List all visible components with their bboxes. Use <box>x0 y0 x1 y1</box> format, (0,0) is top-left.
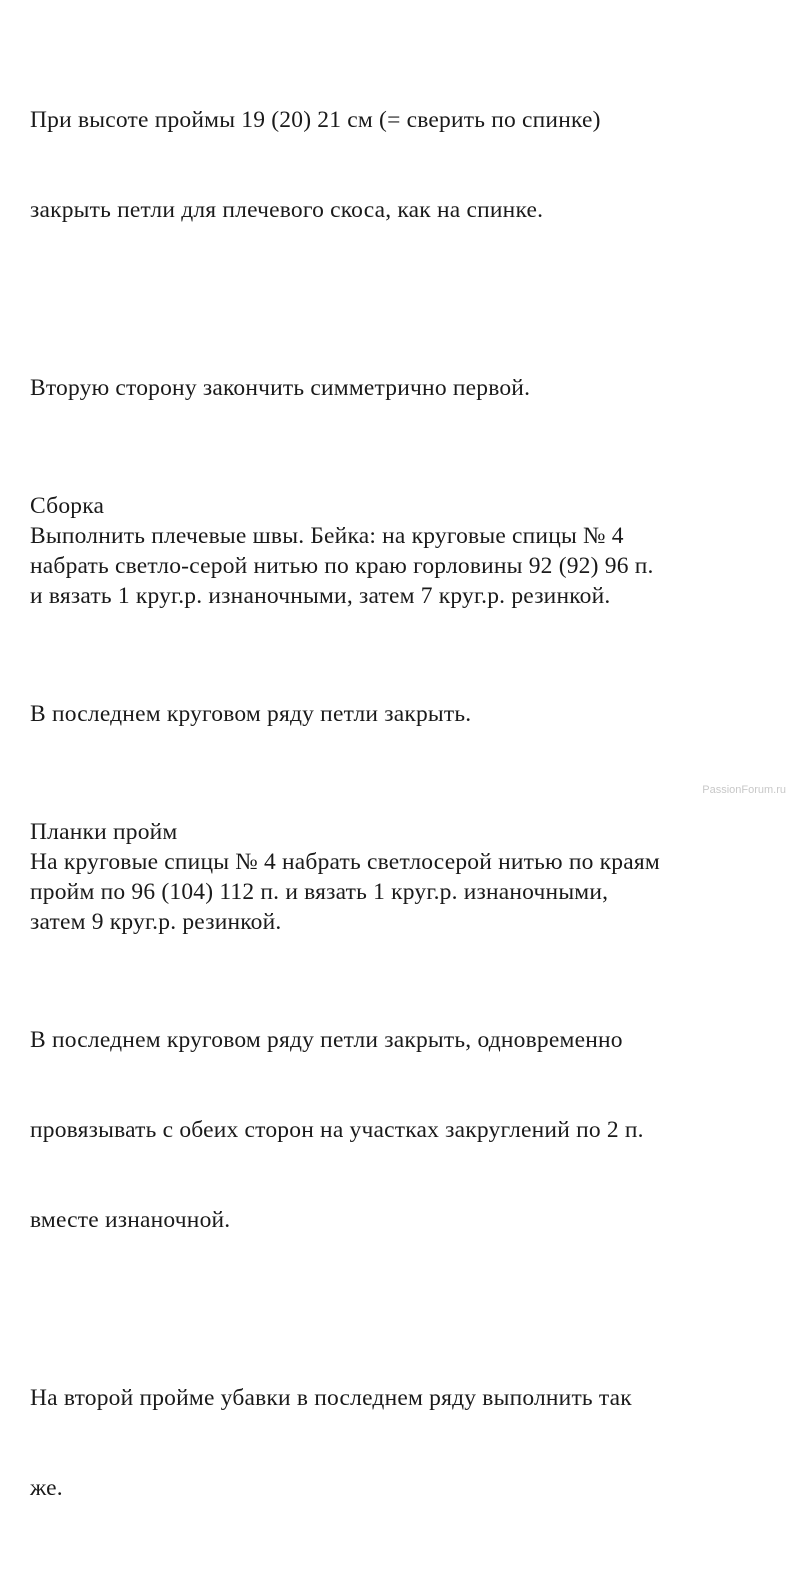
text-line: закрыть петли для плечевого скоса, как на спинке. <box>30 197 544 223</box>
text-line: вместе изнаночной. <box>30 1207 231 1233</box>
paragraph-shoulder-bevel <box>30 45 790 285</box>
text-line: Вторую сторону закончить симметрично первой. <box>30 375 531 401</box>
text-line: На второй пройме убавки в последнем ряду выполнить так <box>30 1385 632 1411</box>
text-line: же. <box>30 1475 63 1501</box>
text-line: набрать светло-серой нитью по краю горловины 92 (92) 96 п. <box>30 553 654 579</box>
paragraph-second-side <box>30 313 790 463</box>
text-line: пройм по 96 (104) 112 п. и вязать 1 круг.р. изнаночными, <box>30 879 609 905</box>
section-heading-assembly: Сборка <box>30 493 105 519</box>
paragraph-second-armhole <box>30 1323 790 1563</box>
text-line: В последнем круговом ряду петли закрыть. <box>30 701 472 727</box>
section-armhole-bands <box>30 817 790 937</box>
paragraph-bind-off-rounding <box>30 965 790 1295</box>
section-assembly <box>30 491 790 611</box>
paragraph-bind-off <box>30 639 790 789</box>
section-body-armhole-bands <box>30 847 790 937</box>
text-line: В последнем круговом ряду петли закрыть, одновременно <box>30 1027 623 1053</box>
section-body-assembly <box>30 521 790 611</box>
text-line: Выполнить плечевые швы. Бейка: на круговые спицы № 4 <box>30 523 624 549</box>
section-heading-armhole-bands: Планки пройм <box>30 819 178 845</box>
text-line: и вязать 1 круг.р. изнаночными, затем 7 круг.р. резинкой. <box>30 583 611 609</box>
document-page <box>30 45 790 1591</box>
text-line: затем 9 круг.р. резинкой. <box>30 909 282 935</box>
text-line: На круговые спицы № 4 набрать светлосерой нитью по краям <box>30 849 660 875</box>
watermark: PassionForum.ru <box>702 784 786 796</box>
text-line: провязывать с обеих сторон на участках закруглений по 2 п. <box>30 1117 644 1143</box>
text-line: При высоте проймы 19 (20) 21 см (= сверить по спинке) <box>30 107 601 133</box>
